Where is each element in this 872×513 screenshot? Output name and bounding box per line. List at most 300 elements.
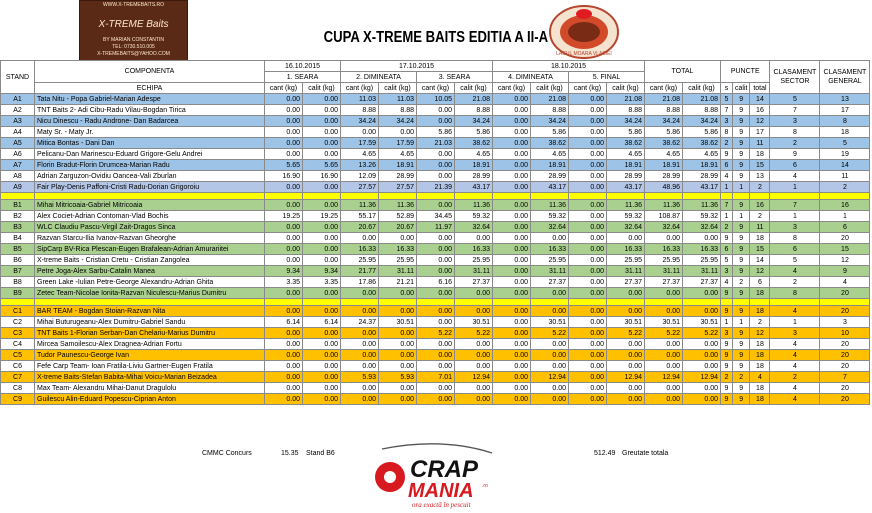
stand-cell: C2 <box>1 317 35 328</box>
sector-rank-cell: 4 <box>770 394 820 405</box>
table-row[interactable] <box>1 200 870 211</box>
weight-cell: 0.00 <box>569 339 607 350</box>
weight-cell: 5.65 <box>303 160 341 171</box>
lake-logo <box>545 4 623 60</box>
points-cell: 9 <box>721 306 733 317</box>
points-cell: 18 <box>750 149 770 160</box>
table-row[interactable] <box>1 127 870 138</box>
weight-cell: 6.14 <box>265 317 303 328</box>
weight-cell: 0.00 <box>493 160 531 171</box>
points-cell: 3 <box>721 328 733 339</box>
weight-cell: 0.00 <box>379 328 417 339</box>
header-unit-calit: calit (kg) <box>455 83 493 94</box>
weight-cell: 0.00 <box>569 182 607 193</box>
weight-cell: 0.00 <box>493 138 531 149</box>
weight-cell: 0.00 <box>341 361 379 372</box>
weight-cell: 0.00 <box>683 361 721 372</box>
weight-cell: 0.00 <box>569 222 607 233</box>
points-cell: 2 <box>750 211 770 222</box>
weight-cell: 0.00 <box>683 306 721 317</box>
weight-cell: 0.00 <box>455 361 493 372</box>
header-unit-calit: calit (kg) <box>607 83 645 94</box>
separator-cell <box>721 193 733 200</box>
table-row[interactable] <box>1 328 870 339</box>
weight-cell: 8.88 <box>341 105 379 116</box>
table-row[interactable] <box>1 149 870 160</box>
weight-cell: 0.00 <box>493 244 531 255</box>
weight-cell: 0.00 <box>531 288 569 299</box>
weight-cell: 0.00 <box>265 328 303 339</box>
weight-cell: 4.65 <box>379 149 417 160</box>
weight-cell: 16.33 <box>607 244 645 255</box>
weight-cell: 0.00 <box>569 233 607 244</box>
stand-cell: A8 <box>1 171 35 182</box>
weight-cell: 20.67 <box>341 222 379 233</box>
weight-cell: 0.00 <box>303 361 341 372</box>
general-rank-cell: 9 <box>820 266 870 277</box>
header-row-dates <box>1 61 870 72</box>
points-cell: 12 <box>750 266 770 277</box>
weight-cell: 4.65 <box>683 149 721 160</box>
separator-cell <box>379 193 417 200</box>
separator-cell <box>531 299 569 306</box>
weight-cell: 0.00 <box>569 211 607 222</box>
team-cell: TNT Baits 1-Florian Serban-Dan Chelariu-Marius Dumitru <box>35 328 265 339</box>
weight-cell: 0.00 <box>569 394 607 405</box>
separator-cell <box>1 193 35 200</box>
weight-cell: 11.36 <box>341 200 379 211</box>
table-row[interactable] <box>1 222 870 233</box>
points-cell: 9 <box>733 266 750 277</box>
table-row[interactable] <box>1 339 870 350</box>
stand-cell: C7 <box>1 372 35 383</box>
header-team-sub: ECHIPA <box>35 83 265 94</box>
points-cell: 1 <box>721 182 733 193</box>
weight-cell: 0.00 <box>493 328 531 339</box>
table-row[interactable] <box>1 361 870 372</box>
weight-cell: 0.00 <box>265 116 303 127</box>
weight-cell: 0.00 <box>683 339 721 350</box>
weight-cell: 5.86 <box>607 127 645 138</box>
weight-cell: 0.00 <box>265 233 303 244</box>
weight-cell: 0.00 <box>493 116 531 127</box>
general-rank-cell: 2 <box>820 182 870 193</box>
separator-cell <box>721 299 733 306</box>
points-cell: 2 <box>750 182 770 193</box>
crapmania-suffix: .ro <box>482 483 488 489</box>
points-cell: 4 <box>750 372 770 383</box>
table-row[interactable] <box>1 383 870 394</box>
separator-cell <box>683 193 721 200</box>
stand-cell: C4 <box>1 339 35 350</box>
table-row[interactable] <box>1 116 870 127</box>
separator-cell <box>341 299 379 306</box>
points-cell: 9 <box>721 361 733 372</box>
table-row[interactable] <box>1 394 870 405</box>
points-cell: 13 <box>750 171 770 182</box>
header-unit-calit: calit (kg) <box>683 83 721 94</box>
points-cell: 6 <box>750 277 770 288</box>
points-cell: 1 <box>733 317 750 328</box>
table-row[interactable] <box>1 266 870 277</box>
points-cell: 16 <box>750 105 770 116</box>
weight-cell: 8.88 <box>683 105 721 116</box>
weight-cell: 108.87 <box>645 211 683 222</box>
stand-cell: B5 <box>1 244 35 255</box>
weight-cell: 0.00 <box>303 339 341 350</box>
header-unit-cant: cant (kg) <box>645 83 683 94</box>
header-general-rank: CLASAMENT GENERAL <box>820 61 870 94</box>
weight-cell: 0.00 <box>493 222 531 233</box>
weight-cell: 17.86 <box>341 277 379 288</box>
weight-cell: 34.24 <box>379 116 417 127</box>
weight-cell: 16.33 <box>341 244 379 255</box>
separator-cell <box>455 193 493 200</box>
stand-cell: A9 <box>1 182 35 193</box>
points-cell: 14 <box>750 94 770 105</box>
table-row[interactable] <box>1 288 870 299</box>
points-cell: 18 <box>750 383 770 394</box>
weight-cell: 0.00 <box>265 255 303 266</box>
table-row[interactable] <box>1 350 870 361</box>
points-cell: 15 <box>750 244 770 255</box>
sector-rank-cell: 4 <box>770 266 820 277</box>
weight-cell: 0.00 <box>417 266 455 277</box>
sector-rank-cell: 4 <box>770 361 820 372</box>
general-rank-cell: 3 <box>820 317 870 328</box>
total-weight-value: 512.49 <box>594 450 616 457</box>
weight-cell: 0.00 <box>341 306 379 317</box>
weight-cell: 0.00 <box>265 394 303 405</box>
weight-cell: 34.24 <box>607 116 645 127</box>
header-session-2: 2. DIMINEATA <box>341 72 417 83</box>
weight-cell: 0.00 <box>379 350 417 361</box>
weight-cell: 0.00 <box>455 383 493 394</box>
stand-cell: C6 <box>1 361 35 372</box>
weight-cell: 0.00 <box>417 306 455 317</box>
general-rank-cell: 1 <box>820 211 870 222</box>
separator-cell <box>265 299 303 306</box>
weight-cell: 0.00 <box>379 288 417 299</box>
general-rank-cell: 15 <box>820 244 870 255</box>
weight-cell: 0.00 <box>493 233 531 244</box>
weight-cell: 0.00 <box>569 94 607 105</box>
weight-cell: 0.00 <box>607 350 645 361</box>
weight-cell: 0.00 <box>645 383 683 394</box>
points-cell: 9 <box>733 222 750 233</box>
weight-cell: 0.00 <box>265 182 303 193</box>
separator-cell <box>417 299 455 306</box>
weight-cell: 11.03 <box>379 94 417 105</box>
sponsor-brand: X-TREME Baits <box>98 19 169 30</box>
weight-cell: 18.91 <box>455 160 493 171</box>
weight-cell: 7.01 <box>417 372 455 383</box>
general-rank-cell: 4 <box>820 277 870 288</box>
weight-cell: 34.24 <box>531 116 569 127</box>
crapmania-logo <box>372 439 504 511</box>
weight-cell: 0.00 <box>531 339 569 350</box>
points-cell: 9 <box>733 306 750 317</box>
points-cell: 12 <box>750 116 770 127</box>
weight-cell: 0.00 <box>531 361 569 372</box>
general-rank-cell: 20 <box>820 394 870 405</box>
weight-cell: 0.00 <box>493 255 531 266</box>
table-row[interactable] <box>1 211 870 222</box>
points-cell: 8 <box>721 127 733 138</box>
weight-cell: 0.00 <box>493 394 531 405</box>
weight-cell: 0.00 <box>645 350 683 361</box>
crapmania-tagline: ora exactă în pescuit <box>412 501 471 509</box>
weight-cell: 21.21 <box>379 277 417 288</box>
weight-cell: 48.96 <box>645 182 683 193</box>
header-total: TOTAL <box>645 61 721 83</box>
table-row[interactable] <box>1 160 870 171</box>
weight-cell: 0.00 <box>455 394 493 405</box>
separator-cell <box>820 299 870 306</box>
weight-cell: 52.89 <box>379 211 417 222</box>
team-cell: Guilescu Alin-Eduard Popescu-Ciprian Anton <box>35 394 265 405</box>
weight-cell: 4.65 <box>341 149 379 160</box>
weight-cell: 0.00 <box>417 288 455 299</box>
weight-cell: 0.00 <box>493 372 531 383</box>
points-cell: 18 <box>750 339 770 350</box>
weight-cell: 5.22 <box>683 328 721 339</box>
header-session-4: 4. DIMINEATA <box>493 72 569 83</box>
weight-cell: 28.99 <box>645 171 683 182</box>
header-points: PUNCTE <box>721 61 770 83</box>
sector-rank-cell: 4 <box>770 306 820 317</box>
weight-cell: 0.00 <box>607 233 645 244</box>
points-cell: 2 <box>721 372 733 383</box>
weight-cell: 0.00 <box>417 394 455 405</box>
weight-cell: 0.00 <box>303 372 341 383</box>
points-cell: 9 <box>733 127 750 138</box>
weight-cell: 0.00 <box>683 394 721 405</box>
weight-cell: 0.00 <box>569 149 607 160</box>
weight-cell: 0.00 <box>531 350 569 361</box>
points-cell: 18 <box>750 350 770 361</box>
table-row[interactable] <box>1 182 870 193</box>
points-cell: 9 <box>733 116 750 127</box>
weight-cell: 28.99 <box>379 171 417 182</box>
points-cell: 5 <box>721 255 733 266</box>
general-rank-cell: 20 <box>820 306 870 317</box>
separator-cell <box>303 299 341 306</box>
weight-cell: 59.32 <box>455 211 493 222</box>
weight-cell: 24.37 <box>341 317 379 328</box>
weight-cell: 0.00 <box>607 394 645 405</box>
points-cell: 9 <box>721 339 733 350</box>
weight-cell: 5.93 <box>379 372 417 383</box>
weight-cell: 0.00 <box>493 288 531 299</box>
weight-cell: 0.00 <box>493 361 531 372</box>
weight-cell: 31.11 <box>379 266 417 277</box>
points-cell: 2 <box>721 222 733 233</box>
weight-cell: 11.97 <box>417 222 455 233</box>
team-cell: Maty Sr. - Maty Jr. <box>35 127 265 138</box>
weight-cell: 0.00 <box>493 266 531 277</box>
table-row[interactable] <box>1 306 870 317</box>
weight-cell: 11.03 <box>341 94 379 105</box>
cmmc-value: 15.35 <box>281 450 299 457</box>
header-points-calit: calit <box>733 83 750 94</box>
sponsor-email: X-TREMEBAITS@YAHOO.COM <box>97 51 170 57</box>
weight-cell: 5.86 <box>645 127 683 138</box>
stand-cell: B3 <box>1 222 35 233</box>
weight-cell: 0.00 <box>569 288 607 299</box>
sponsor-site: WWW.X-TREMEBAITS.RO <box>102 2 165 8</box>
weight-cell: 34.24 <box>645 116 683 127</box>
points-cell: 2 <box>721 138 733 149</box>
team-cell: Pelicanu-Dan Marinescu-Eduard Grigore-Gelu Andrei <box>35 149 265 160</box>
weight-cell: 28.99 <box>607 171 645 182</box>
stand-cell: B7 <box>1 266 35 277</box>
weight-cell: 0.00 <box>303 94 341 105</box>
weight-cell: 30.51 <box>645 317 683 328</box>
table-row[interactable] <box>1 171 870 182</box>
points-cell: 1 <box>733 182 750 193</box>
weight-cell: 0.00 <box>379 361 417 372</box>
weight-cell: 0.00 <box>417 160 455 171</box>
team-cell: Tata Nitu - Popa Gabriel-Marian Adespe <box>35 94 265 105</box>
separator-cell <box>569 299 607 306</box>
header-date-1: 16.10.2015 <box>265 61 341 72</box>
weight-cell: 17.59 <box>379 138 417 149</box>
weight-cell: 30.51 <box>607 317 645 328</box>
separator-cell <box>455 299 493 306</box>
header-stand: STAND <box>1 61 35 94</box>
weight-cell: 28.99 <box>683 171 721 182</box>
weight-cell: 6.16 <box>417 277 455 288</box>
weight-cell: 27.37 <box>683 277 721 288</box>
team-cell: Mircea Samoilescu-Alex Dragnea-Adrian Fortu <box>35 339 265 350</box>
header-unit-calit: calit (kg) <box>379 83 417 94</box>
weight-cell: 0.00 <box>417 233 455 244</box>
weight-cell: 4.65 <box>645 149 683 160</box>
general-rank-cell: 20 <box>820 350 870 361</box>
weight-cell: 43.17 <box>531 182 569 193</box>
weight-cell: 38.62 <box>607 138 645 149</box>
weight-cell: 18.91 <box>531 160 569 171</box>
weight-cell: 0.00 <box>379 233 417 244</box>
weight-cell: 0.00 <box>341 288 379 299</box>
points-cell: 9 <box>733 328 750 339</box>
weight-cell: 0.00 <box>303 306 341 317</box>
points-cell: 9 <box>721 383 733 394</box>
points-cell: 9 <box>733 171 750 182</box>
weight-cell: 16.90 <box>265 171 303 182</box>
points-cell: 9 <box>733 94 750 105</box>
weight-cell: 0.00 <box>303 233 341 244</box>
weight-cell: 0.00 <box>569 306 607 317</box>
weight-cell: 0.00 <box>493 127 531 138</box>
header-row-units <box>1 83 870 94</box>
points-cell: 9 <box>733 138 750 149</box>
points-cell: 18 <box>750 233 770 244</box>
weight-cell: 28.99 <box>455 171 493 182</box>
points-cell: 15 <box>750 160 770 171</box>
weight-cell: 0.00 <box>493 182 531 193</box>
table-row[interactable] <box>1 372 870 383</box>
sector-rank-cell: 6 <box>770 244 820 255</box>
table-row[interactable] <box>1 94 870 105</box>
sector-rank-cell: 4 <box>770 383 820 394</box>
sector-rank-cell: 2 <box>770 372 820 383</box>
separator-cell <box>645 193 683 200</box>
table-row[interactable] <box>1 255 870 266</box>
weight-cell: 0.00 <box>265 372 303 383</box>
separator-cell <box>303 193 341 200</box>
table-row[interactable] <box>1 138 870 149</box>
cmmc-stand: Stand B6 <box>306 450 335 457</box>
weight-cell: 5.22 <box>455 328 493 339</box>
points-cell: 1 <box>733 211 750 222</box>
weight-cell: 0.00 <box>417 105 455 116</box>
general-rank-cell: 20 <box>820 339 870 350</box>
weight-cell: 0.00 <box>265 105 303 116</box>
general-rank-cell: 5 <box>820 138 870 149</box>
weight-cell: 0.00 <box>645 288 683 299</box>
weight-cell: 0.00 <box>265 200 303 211</box>
weight-cell: 0.00 <box>645 339 683 350</box>
separator-cell <box>1 299 35 306</box>
weight-cell: 21.39 <box>417 182 455 193</box>
weight-cell: 5.22 <box>417 328 455 339</box>
weight-cell: 4.65 <box>531 149 569 160</box>
header-unit-calit: calit (kg) <box>531 83 569 94</box>
weight-cell: 0.00 <box>341 394 379 405</box>
weight-cell: 5.93 <box>341 372 379 383</box>
weight-cell: 30.51 <box>455 317 493 328</box>
points-cell: 9 <box>733 149 750 160</box>
weight-cell: 0.00 <box>531 306 569 317</box>
weight-cell: 0.00 <box>455 339 493 350</box>
separator-cell <box>35 299 265 306</box>
weight-cell: 12.09 <box>341 171 379 182</box>
weight-cell: 0.00 <box>265 244 303 255</box>
weight-cell: 34.24 <box>455 116 493 127</box>
weight-cell: 0.00 <box>303 149 341 160</box>
cmmc-label: CMMC Concurs <box>202 450 252 457</box>
weight-cell: 0.00 <box>645 361 683 372</box>
weight-cell: 0.00 <box>265 222 303 233</box>
weight-cell: 0.00 <box>455 350 493 361</box>
points-cell: 9 <box>733 350 750 361</box>
weight-cell: 0.00 <box>569 361 607 372</box>
weight-cell: 0.00 <box>569 372 607 383</box>
header-session-3: 3. SEARA <box>417 72 493 83</box>
weight-cell: 0.00 <box>683 350 721 361</box>
table-row[interactable] <box>1 317 870 328</box>
weight-cell: 16.33 <box>531 244 569 255</box>
weight-cell: 0.00 <box>569 255 607 266</box>
points-cell: 1 <box>721 317 733 328</box>
team-cell: X-treme Baits - Cristian Cretu - Cristian Zangolea <box>35 255 265 266</box>
table-row[interactable] <box>1 244 870 255</box>
weight-cell: 5.22 <box>531 328 569 339</box>
stand-cell: C8 <box>1 383 35 394</box>
weight-cell: 8.88 <box>607 105 645 116</box>
weight-cell: 25.95 <box>683 255 721 266</box>
weight-cell: 0.00 <box>265 350 303 361</box>
separator-cell <box>35 193 265 200</box>
table-row[interactable] <box>1 105 870 116</box>
weight-cell: 0.00 <box>265 383 303 394</box>
points-cell: 9 <box>721 350 733 361</box>
table-row[interactable] <box>1 277 870 288</box>
table-row[interactable] <box>1 233 870 244</box>
sector-rank-cell: 5 <box>770 255 820 266</box>
